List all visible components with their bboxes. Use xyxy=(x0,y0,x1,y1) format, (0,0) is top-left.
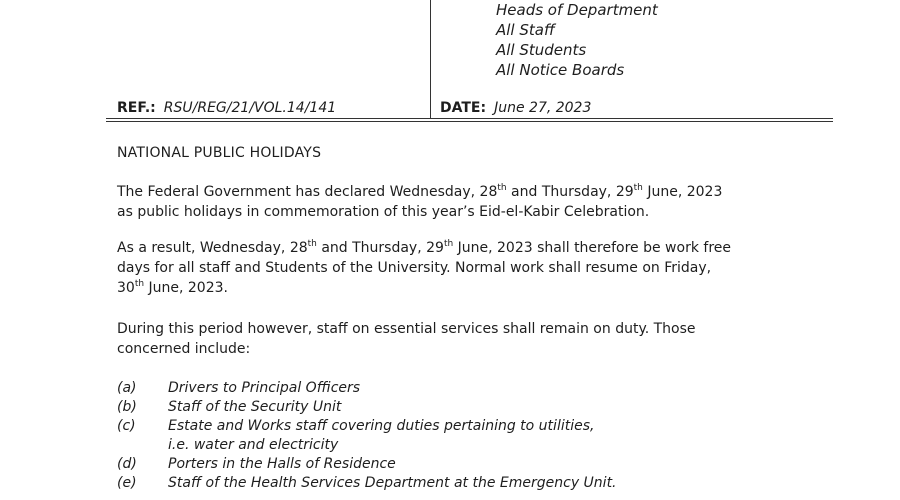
recipient-item: All Staff xyxy=(496,21,555,39)
paragraph-line xyxy=(117,182,833,202)
recipient-item: All Notice Boards xyxy=(496,61,625,79)
text-run: and Thursday, 29 xyxy=(316,240,444,256)
list-item-line: Staff of the Security Unit xyxy=(168,399,342,415)
reference-number xyxy=(117,100,336,116)
paragraph-result xyxy=(117,238,833,298)
text-run: June, 2023 shall therefore be work free xyxy=(453,240,731,256)
list-marker: (d) xyxy=(117,456,137,472)
text-run: and Thursday, 29 xyxy=(506,184,634,200)
ordinal-suffix: th xyxy=(633,183,643,193)
ordinal-suffix: th xyxy=(307,239,317,249)
text-run: June, 2023 xyxy=(642,184,723,200)
memo-date xyxy=(440,100,591,116)
text-run: As a result, Wednesday, 28 xyxy=(117,240,308,256)
list-marker: (a) xyxy=(117,380,137,396)
recipient-list xyxy=(496,0,658,80)
list-item-text xyxy=(168,398,341,417)
list-item-text xyxy=(168,455,396,474)
ref-value: RSU/REG/21/VOL.14/141 xyxy=(163,100,337,116)
list-item-text xyxy=(168,417,594,455)
list-item-line: i.e. water and electricity xyxy=(168,437,339,453)
paragraph-essential-services xyxy=(117,319,833,359)
date-value: June 27, 2023 xyxy=(494,100,592,116)
text-run: June, 2023. xyxy=(144,280,228,296)
ordinal-suffix: th xyxy=(443,239,454,249)
list-item-line: Staff of the Health Services Department at the Emergency Unit. xyxy=(168,475,617,491)
header-rule xyxy=(106,121,833,122)
recipient-item: All Students xyxy=(496,41,587,59)
ref-label: REF.: xyxy=(117,100,156,116)
text-run: The Federal Government has declared Wednesday, 28 xyxy=(117,184,498,200)
list-item-text xyxy=(168,379,360,398)
header-rule xyxy=(106,118,833,119)
list-marker: (e) xyxy=(117,475,137,491)
header-divider-vertical xyxy=(430,0,431,118)
list-marker: (b) xyxy=(117,399,137,415)
memo-heading: NATIONAL PUBLIC HOLIDAYS xyxy=(117,145,322,161)
recipient-item: Heads of Department xyxy=(496,1,658,19)
paragraph-line: During this period however, staff on essential services shall remain on duty. Those xyxy=(117,321,696,337)
paragraph-declaration xyxy=(117,182,833,222)
paragraph-line xyxy=(117,278,833,298)
ordinal-suffix: th xyxy=(134,279,145,289)
list-item-line: Estate and Works staff covering duties pertaining to utilities, xyxy=(168,418,595,434)
text-run: 30 xyxy=(117,280,135,296)
list-item-text xyxy=(168,474,617,493)
paragraph-line: as public holidays in commemoration of this year’s Eid-el-Kabir Celebration. xyxy=(117,204,650,220)
ordinal-suffix: th xyxy=(497,183,507,193)
list-item-line: Porters in the Halls of Residence xyxy=(168,456,396,472)
paragraph-line: concerned include: xyxy=(117,341,251,357)
date-label: DATE: xyxy=(440,100,487,116)
list-item-line: Drivers to Principal Officers xyxy=(168,380,361,396)
list-marker: (c) xyxy=(117,418,136,434)
paragraph-line: days for all staff and Students of the University. Normal work shall resume on Friday, xyxy=(117,260,712,276)
paragraph-line xyxy=(117,238,833,258)
